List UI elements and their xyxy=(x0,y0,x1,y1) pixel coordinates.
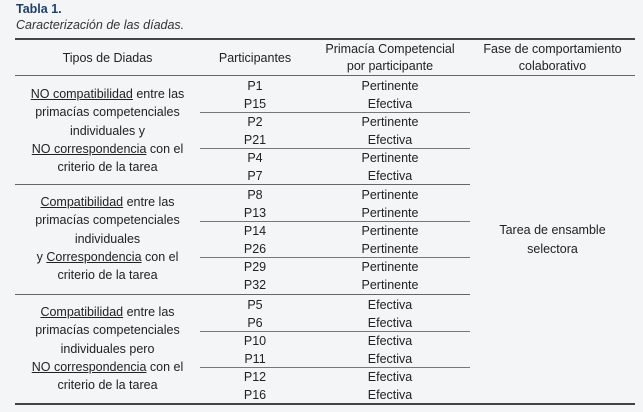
group-2-l2: primacías competenciales xyxy=(35,213,180,228)
primacia-cell: Efectiva xyxy=(367,316,413,330)
group-1-l3: individuales y xyxy=(69,123,146,138)
primacia-cell: Pertinente xyxy=(361,260,419,274)
participant-cell: P12 xyxy=(243,370,267,384)
group-1-l4-underlined: NO correspondencia xyxy=(31,141,147,156)
fase-value-line2: selectora xyxy=(527,242,578,256)
participant-cell: P7 xyxy=(247,169,263,183)
primacia-cell: Efectiva xyxy=(367,370,413,384)
header-primacia-line2: por participante xyxy=(346,59,434,73)
participant-cell: P11 xyxy=(244,352,266,366)
group-1-l4-rest: con el xyxy=(146,141,184,156)
table-caption-title: Tabla 1. xyxy=(16,2,62,16)
group-3-description xyxy=(15,303,200,394)
group-2-l1-underlined: Compatibilidad xyxy=(40,195,124,209)
group-3-l2: primacías competenciales xyxy=(35,323,180,338)
participant-cell: P29 xyxy=(243,260,267,274)
group-3-l4-rest: con el xyxy=(146,359,184,374)
participant-cell: P21 xyxy=(243,133,267,147)
primacia-cell: Pertinente xyxy=(361,188,419,202)
primacia-cell: Efectiva xyxy=(367,298,413,312)
participant-cell: P4 xyxy=(247,151,263,165)
header-participantes: Participantes xyxy=(218,51,292,65)
participant-cell: P6 xyxy=(247,316,263,330)
primacia-cell: Pertinente xyxy=(361,79,419,93)
header-primacia xyxy=(310,41,470,75)
participant-cell: P26 xyxy=(243,242,267,256)
group-3-l4-underlined: NO correspondencia xyxy=(31,359,147,374)
group-1-l5: criterio de la tarea xyxy=(57,160,158,175)
primacia-cell: Efectiva xyxy=(367,97,413,111)
header-fase xyxy=(470,41,635,75)
header-primacia-line1: Primacía Competencial xyxy=(325,42,455,56)
group-1-l2: primacías competenciales xyxy=(35,105,180,120)
primacia-cell: Pertinente xyxy=(361,206,419,220)
group-2-l3: individuales xyxy=(74,231,141,246)
group-2-separator xyxy=(15,294,470,295)
primacia-cell: Efectiva xyxy=(367,334,413,348)
group-2-l4-underlined: Correspondencia xyxy=(46,249,142,264)
group-2-description xyxy=(15,193,200,284)
header-rule xyxy=(15,75,635,76)
bottom-rule xyxy=(15,403,635,405)
primacia-cell: Pertinente xyxy=(361,151,419,165)
participant-cell: P1 xyxy=(247,79,263,93)
table-caption-subtitle: Caracterización de las díadas. xyxy=(16,18,185,32)
fase-value xyxy=(470,221,635,259)
participant-cell: P15 xyxy=(243,97,267,111)
group-3-l3: individuales pero xyxy=(60,341,155,356)
participant-cell: P2 xyxy=(247,115,263,129)
group-1-l1-underlined: NO compatibilidad xyxy=(30,87,133,101)
participant-cell: P32 xyxy=(243,278,267,292)
header-fase-line2: colaborativo xyxy=(518,59,587,73)
header-fase-line1: Fase de comportamiento xyxy=(483,42,622,56)
group-3-l5: criterio de la tarea xyxy=(57,378,158,393)
primacia-cell: Efectiva xyxy=(367,169,413,183)
participant-cell: P16 xyxy=(243,388,267,402)
primacia-cell: Pertinente xyxy=(361,224,419,238)
group-1-l1-rest: entre las xyxy=(132,87,185,101)
primacia-cell: Pertinente xyxy=(361,242,419,256)
group-2-l4-rest: con el xyxy=(141,249,179,264)
participant-cell: P8 xyxy=(247,188,263,202)
participant-cell: P5 xyxy=(247,298,263,312)
group-3-l1-rest: entre las xyxy=(123,305,175,319)
primacia-cell: Efectiva xyxy=(367,388,413,402)
group-1-description xyxy=(15,85,200,176)
group-2-l1-rest: entre las xyxy=(123,195,175,209)
group-2-l5: criterio de la tarea xyxy=(57,268,158,283)
participant-cell: P10 xyxy=(243,334,267,348)
group-3-l1-underlined: Compatibilidad xyxy=(40,305,124,319)
top-rule xyxy=(15,38,635,40)
primacia-cell: Efectiva xyxy=(367,352,413,366)
group-2-l4-prefix: y xyxy=(36,249,47,264)
header-tipos: Tipos de Diadas xyxy=(62,51,153,65)
participant-cell: P13 xyxy=(243,206,267,220)
primacia-cell: Pertinente xyxy=(361,115,419,129)
primacia-cell: Pertinente xyxy=(361,278,419,292)
fase-value-line1: Tarea de ensamble xyxy=(499,223,606,237)
participant-cell: P14 xyxy=(243,224,267,238)
primacia-cell: Efectiva xyxy=(367,133,413,147)
